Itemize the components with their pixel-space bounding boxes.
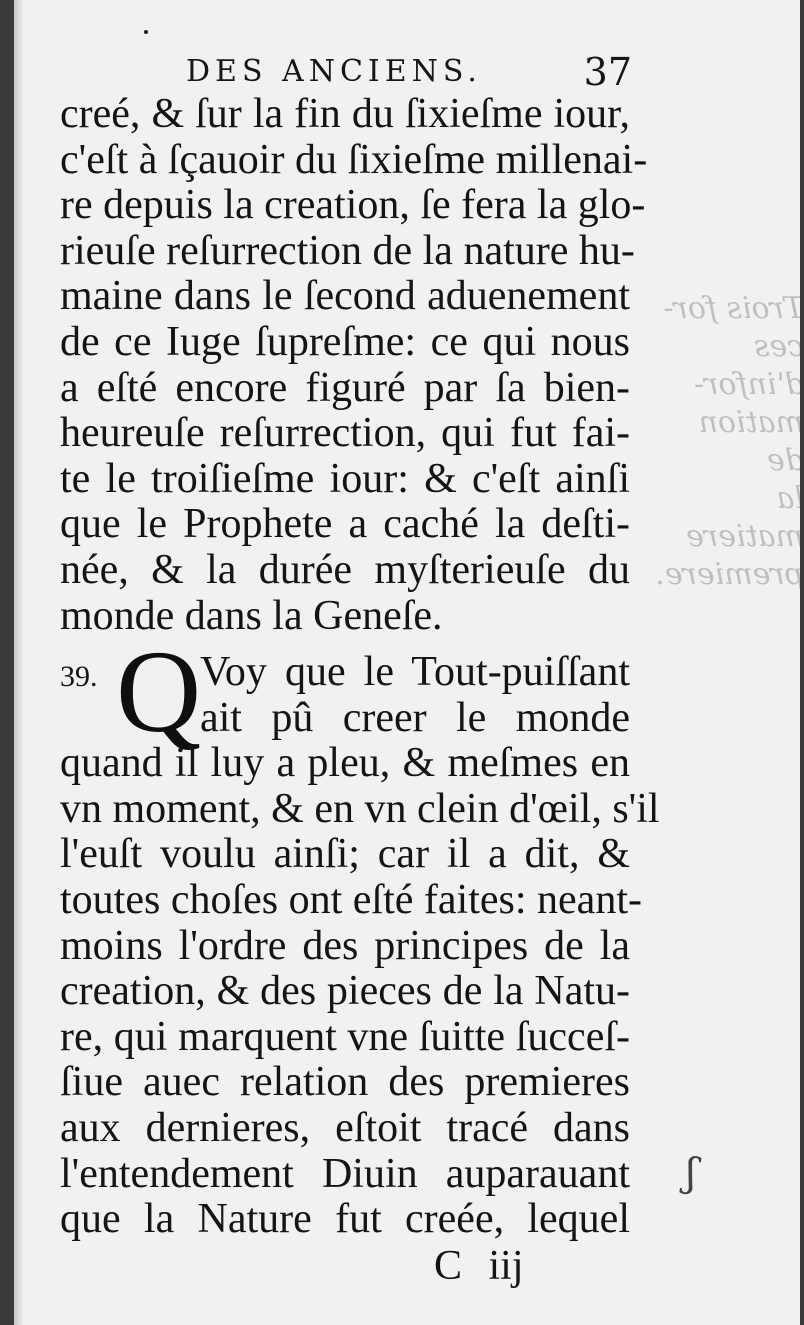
text-line: que le Prophete a caché la deſti- (60, 501, 630, 548)
signature-mark: C iij (434, 1243, 524, 1289)
running-head: DES ANCIENS. (186, 54, 482, 89)
text-line: l'euſt voulu ainſi; car il a dit, & (60, 831, 630, 878)
bleed-line: la matiere (686, 481, 804, 554)
bleed-line: ces d'infor- (693, 329, 804, 402)
margin-bracket-mark: ʃ (682, 1149, 701, 1197)
text-line: ſiue auec relation des premieres (60, 1059, 630, 1106)
text-line: vn moment, & en vn clein d'œil, s'il (60, 785, 660, 832)
text-line: de ce Iuge ſupreſme: ce qui nous (60, 318, 630, 365)
section-number: 39. (60, 660, 98, 693)
text-line: creé, & ſur la fin du ſixieſme iour, (60, 91, 630, 137)
drop-cap: Q (116, 626, 202, 757)
bleed-line: mation de (698, 405, 804, 478)
text-line: quand il luy a pleu, & meſmes en (60, 740, 630, 787)
text-line: maine dans le ſecond aduenement (60, 273, 630, 320)
bleed-line: premiere. (655, 557, 804, 592)
paragraph-1 (60, 91, 648, 639)
bleed-through-margin-note (654, 290, 804, 594)
text-line: creation, & des pieces de la Natu- (60, 968, 630, 1015)
text-line: a eſté encore figuré par ſa bien- (60, 364, 630, 411)
text-line: toutes choſes ont eſté faites: neant- (60, 876, 642, 923)
text-line: Voy que le Tout-puiſſant (200, 649, 630, 695)
page-number: 37 (583, 50, 632, 94)
text-line: l'entendement Diuin auparauant (60, 1150, 630, 1197)
text-line: ait pû creer le monde (200, 694, 630, 741)
text-line: heureuſe reſurrection, qui fut fai- (60, 410, 630, 457)
section-body (60, 740, 660, 1243)
book-page (14, 0, 804, 1325)
text-line: re, qui marquent vne ſuitte ſucceſ- (60, 1013, 630, 1060)
text-line: te le troiſieſme iour: & c'eſt ainſi (60, 455, 630, 502)
text-line: née, & la durée myſterieuſe du (60, 546, 630, 593)
ink-speck (144, 30, 148, 34)
page-gutter-shadow (14, 0, 24, 1325)
text-line: que la Nature fut creée, lequel (60, 1196, 630, 1243)
text-line: c'eſt à ſçauoir du ſixieſme millenai- (60, 136, 648, 183)
drop-cap-lines (200, 650, 630, 741)
text-line: aux dernieres, eſtoit tracé dans (60, 1104, 630, 1151)
text-line: monde dans la Geneſe. (60, 592, 443, 639)
text-line: re depuis la creation, ſe fera la glo- (60, 182, 646, 229)
bleed-line: Trois for- (663, 291, 804, 326)
text-line: moins l'ordre des principes de la (60, 922, 630, 969)
text-line: rieuſe reſurrection de la nature hu- (60, 227, 635, 274)
